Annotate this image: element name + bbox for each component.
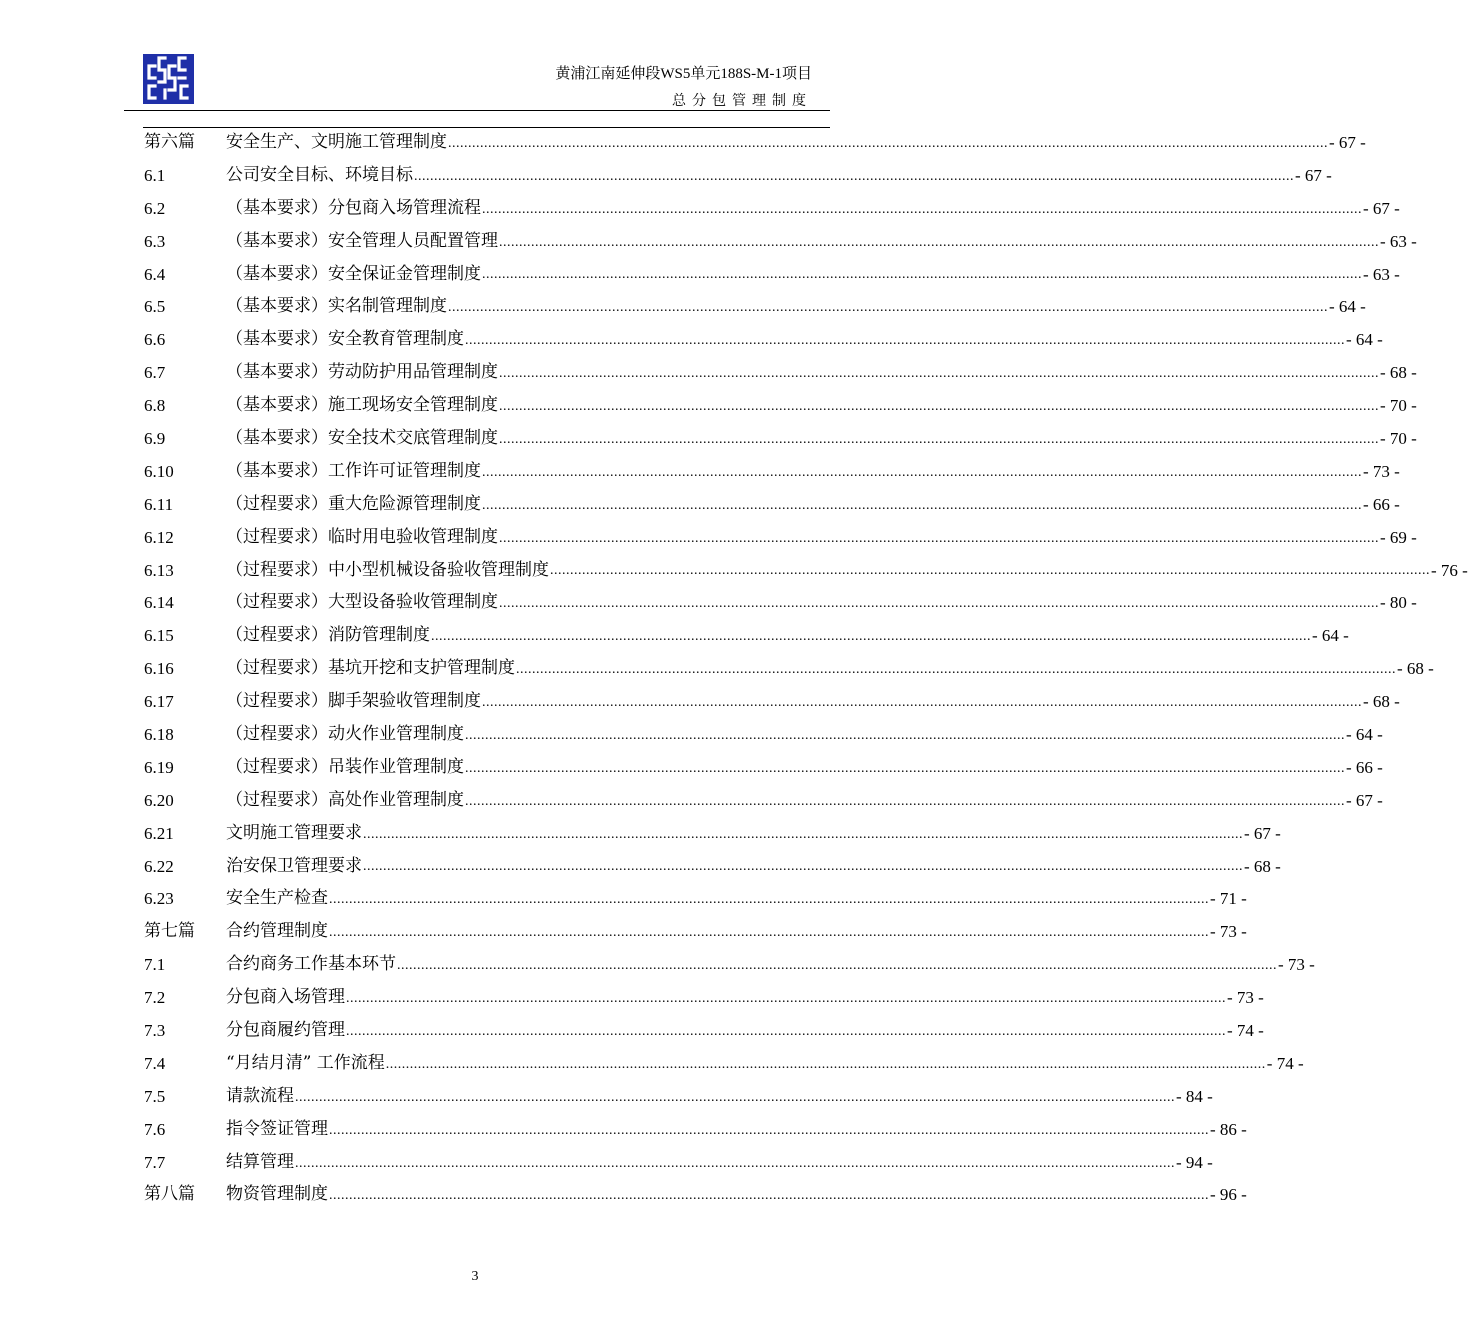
toc-entry-title: 分包商履约管理 (226, 1019, 345, 1040)
toc-dot-leader: ............................................................................................................................................................................................................................ (482, 201, 1362, 217)
toc-entry-page: - 67 - (1295, 165, 1332, 185)
toc-entry-number: 6.11 (144, 494, 174, 514)
toc-entry-number: 7.6 (144, 1119, 166, 1139)
toc-entry-number: 6.23 (144, 889, 174, 909)
toc-entry-number: 6.20 (144, 790, 174, 810)
toc-entry-page: - 66 - (1346, 757, 1383, 777)
toc-entry-page: - 80 - (1380, 593, 1417, 613)
toc-entry[interactable] (144, 126, 1366, 159)
toc-dot-leader: ............................................................................................................................................................................................................................ (499, 431, 1379, 447)
toc-dot-leader: ............................................................................................................................................................................................................................ (499, 234, 1379, 250)
toc-entry-page: - 66 - (1363, 494, 1400, 514)
toc-entry-number: 7.4 (144, 1053, 166, 1073)
toc-entry-number: 6.7 (144, 363, 166, 383)
toc-dot-leader: ............................................................................................................................................................................................................................ (363, 859, 1243, 875)
toc-entry-title: （基本要求）安全管理人员配置管理 (226, 230, 498, 251)
toc-entry-page: - 94 - (1176, 1152, 1213, 1172)
toc-entry-number: 6.13 (144, 560, 174, 580)
toc-entry-title: 合约管理制度 (226, 921, 328, 942)
toc-entry-title: （基本要求）施工现场安全管理制度 (226, 395, 498, 416)
toc-entry[interactable] (144, 751, 1383, 784)
toc-entry-title: 分包商入场管理 (226, 987, 345, 1008)
toc-dot-leader: ............................................................................................................................................................................................................................ (465, 727, 1345, 743)
toc-entry-number: 6.10 (144, 461, 174, 481)
toc-entry-number: 6.19 (144, 757, 174, 777)
toc-dot-leader: ............................................................................................................................................................................................................................ (329, 1188, 1209, 1204)
toc-entry-title: 结算管理 (226, 1151, 294, 1172)
company-logo (143, 54, 194, 104)
toc-entry-title: 治安保卫管理要求 (226, 855, 362, 876)
toc-entry-title: （过程要求）动火作业管理制度 (226, 723, 464, 744)
toc-dot-leader: ............................................................................................................................................................................................................................ (385, 1056, 1266, 1072)
toc-entry-page: - 76 - (1431, 560, 1468, 580)
toc-entry-title: （过程要求）中小型机械设备验收管理制度 (226, 559, 549, 580)
toc-entry-page: - 64 - (1312, 626, 1349, 646)
header-project-title: 黄浦江南延伸段WS5单元188S-M-1项目 (555, 66, 812, 82)
toc-entry-page: - 68 - (1380, 363, 1417, 383)
toc-dot-leader: ............................................................................................................................................................................................................................ (482, 464, 1362, 480)
toc-entry-page: - 73 - (1363, 461, 1400, 481)
toc-entry[interactable] (144, 784, 1383, 817)
toc-entry[interactable] (144, 652, 1434, 685)
toc-entry-page: - 73 - (1210, 922, 1247, 942)
toc-entry[interactable] (144, 1113, 1247, 1146)
toc-entry-page: - 67 - (1244, 823, 1281, 843)
toc-entry-page: - 73 - (1278, 955, 1315, 975)
toc-dot-leader: ............................................................................................................................................................................................................................ (329, 925, 1209, 941)
toc-entry-title: “月结月清” 工作流程 (226, 1052, 385, 1073)
toc-dot-leader: ............................................................................................................................................................................................................................ (295, 1089, 1175, 1105)
toc-entry[interactable] (144, 521, 1417, 554)
toc-entry-title: （过程要求）吊装作业管理制度 (226, 756, 464, 777)
toc-entry-page: - 68 - (1397, 659, 1434, 679)
toc-entry[interactable] (144, 915, 1247, 948)
toc-entry-number: 6.8 (144, 396, 166, 416)
toc-dot-leader: ............................................................................................................................................................................................................................ (414, 168, 1294, 184)
toc-entry-page: - 74 - (1266, 1053, 1304, 1073)
toc-entry-number: 6.1 (144, 165, 166, 185)
toc-entry[interactable] (144, 225, 1417, 258)
toc-entry-title: 请款流程 (226, 1085, 294, 1106)
toc-entry-page: - 86 - (1210, 1119, 1247, 1139)
toc-entry-number: 7.3 (144, 1020, 166, 1040)
toc-entry-title: 物资管理制度 (226, 1184, 328, 1205)
toc-entry-number: 6.21 (144, 823, 174, 843)
toc-dot-leader: ............................................................................................................................................................................................................................ (482, 695, 1362, 711)
toc-entry-page: - 69 - (1380, 527, 1417, 547)
toc-entry-page: - 96 - (1210, 1185, 1247, 1205)
toc-entry-title: （过程要求）大型设备验收管理制度 (226, 592, 498, 613)
toc-entry[interactable] (144, 882, 1247, 915)
toc-entry-page: - 64 - (1329, 297, 1366, 317)
toc-entry-title: 安全生产检查 (226, 888, 328, 909)
toc-entry-title: （基本要求）安全教育管理制度 (226, 329, 464, 350)
toc-entry-title: 公司安全目标、环境目标 (226, 164, 413, 185)
toc-entry-title: 指令签证管理 (226, 1118, 328, 1139)
toc-entry-page: - 84 - (1176, 1086, 1213, 1106)
toc-dot-leader: ............................................................................................................................................................................................................................ (295, 1155, 1175, 1171)
toc-entry[interactable] (144, 850, 1281, 883)
toc-dot-leader: ............................................................................................................................................................................................................................ (346, 991, 1226, 1007)
toc-entry[interactable] (144, 356, 1417, 389)
header-document-title: 总分包管理制度 (672, 93, 812, 109)
toc-entry-number: 6.17 (144, 692, 174, 712)
toc-dot-leader: ............................................................................................................................................................................................................................ (499, 596, 1379, 612)
table-of-contents (144, 126, 1468, 1211)
toc-entry-title: （基本要求）安全技术交底管理制度 (226, 427, 498, 448)
toc-dot-leader: ............................................................................................................................................................................................................................ (465, 793, 1345, 809)
toc-dot-leader: ............................................................................................................................................................................................................................ (499, 366, 1379, 382)
toc-entry-title: 合约商务工作基本环节 (226, 954, 396, 975)
toc-entry-title: （基本要求）分包商入场管理流程 (226, 197, 481, 218)
toc-entry-number: 第七篇 (144, 921, 195, 942)
toc-entry-page: - 67 - (1329, 132, 1366, 152)
toc-dot-leader: ............................................................................................................................................................................................................................ (346, 1023, 1226, 1039)
toc-dot-leader: ............................................................................................................................................................................................................................ (329, 1122, 1209, 1138)
toc-dot-leader: ............................................................................................................................................................................................................................ (397, 958, 1277, 974)
toc-entry-number: 6.3 (144, 231, 166, 251)
toc-entry-number: 6.9 (144, 428, 166, 448)
toc-entry[interactable] (144, 817, 1281, 850)
toc-entry[interactable] (144, 1080, 1213, 1113)
toc-entry-page: - 64 - (1346, 330, 1383, 350)
toc-entry-title: （基本要求）工作许可证管理制度 (226, 460, 481, 481)
toc-dot-leader: ............................................................................................................................................................................................................................ (499, 530, 1379, 546)
toc-entry[interactable] (144, 981, 1264, 1014)
toc-entry-title: （基本要求）实名制管理制度 (226, 296, 447, 317)
toc-entry[interactable] (144, 422, 1417, 455)
toc-entry[interactable] (144, 586, 1417, 619)
toc-entry[interactable] (144, 948, 1315, 981)
toc-entry-number: 6.2 (144, 198, 166, 218)
toc-entry-title: （过程要求）临时用电验收管理制度 (226, 526, 498, 547)
toc-dot-leader: ............................................................................................................................................................................................................................ (516, 662, 1396, 678)
toc-entry-number: 7.5 (144, 1086, 166, 1106)
toc-dot-leader: ............................................................................................................................................................................................................................ (448, 135, 1328, 151)
toc-dot-leader: ............................................................................................................................................................................................................................ (465, 333, 1345, 349)
toc-dot-leader: ............................................................................................................................................................................................................................ (363, 826, 1243, 842)
toc-entry-number: 7.1 (144, 955, 166, 975)
toc-entry-number: 6.4 (144, 264, 166, 284)
toc-entry[interactable] (144, 290, 1366, 323)
toc-entry-page: - 67 - (1346, 790, 1383, 810)
toc-entry[interactable] (144, 554, 1468, 587)
toc-entry-page: - 63 - (1380, 231, 1417, 251)
toc-entry[interactable] (144, 455, 1400, 488)
toc-entry-page: - 71 - (1210, 889, 1247, 909)
toc-entry-number: 6.18 (144, 724, 174, 744)
toc-entry-number: 第八篇 (144, 1184, 195, 1205)
toc-entry-title: 安全生产、文明施工管理制度 (226, 131, 447, 152)
toc-entry[interactable] (144, 389, 1417, 422)
toc-entry[interactable] (144, 1014, 1264, 1047)
toc-entry-number: 6.6 (144, 330, 166, 350)
toc-entry-page: - 74 - (1227, 1020, 1264, 1040)
toc-entry-page: - 67 - (1363, 198, 1400, 218)
toc-entry-number: 7.7 (144, 1152, 166, 1172)
toc-entry-number: 6.5 (144, 297, 166, 317)
toc-entry-number: 6.14 (144, 593, 174, 613)
toc-entry-page: - 70 - (1380, 428, 1417, 448)
toc-entry-title: （过程要求）消防管理制度 (226, 625, 430, 646)
toc-entry[interactable] (144, 323, 1383, 356)
header-rule-thick (124, 110, 830, 111)
toc-dot-leader: ............................................................................................................................................................................................................................ (448, 300, 1328, 316)
toc-entry-number: 第六篇 (144, 131, 195, 152)
toc-entry[interactable] (144, 258, 1400, 291)
toc-entry-number: 6.22 (144, 856, 174, 876)
toc-entry-title: （基本要求）安全保证金管理制度 (226, 263, 481, 284)
toc-entry-title: （过程要求）重大危险源管理制度 (226, 493, 481, 514)
toc-dot-leader: ............................................................................................................................................................................................................................ (329, 892, 1209, 908)
toc-entry[interactable] (144, 488, 1400, 521)
toc-entry-page: - 68 - (1244, 856, 1281, 876)
toc-entry-number: 6.16 (144, 659, 174, 679)
toc-entry-title: （过程要求）高处作业管理制度 (226, 789, 464, 810)
toc-entry[interactable] (144, 1179, 1247, 1212)
toc-entry-title: （过程要求）脚手架验收管理制度 (226, 691, 481, 712)
toc-entry-title: 文明施工管理要求 (226, 822, 362, 843)
toc-entry[interactable] (144, 718, 1383, 751)
toc-entry-page: - 64 - (1346, 724, 1383, 744)
toc-entry[interactable] (144, 685, 1400, 718)
toc-entry[interactable] (144, 159, 1332, 192)
toc-entry-title: （基本要求）劳动防护用品管理制度 (226, 362, 498, 383)
toc-dot-leader: ............................................................................................................................................................................................................................ (550, 563, 1430, 579)
toc-entry-number: 6.15 (144, 626, 174, 646)
toc-entry-page: - 70 - (1380, 396, 1417, 416)
toc-dot-leader: ............................................................................................................................................................................................................................ (499, 399, 1379, 415)
toc-dot-leader: ............................................................................................................................................................................................................................ (482, 267, 1362, 283)
toc-dot-leader: ............................................................................................................................................................................................................................ (465, 760, 1345, 776)
toc-entry[interactable] (144, 619, 1349, 652)
toc-entry[interactable] (144, 1146, 1213, 1179)
page-number: 3 (471, 1269, 479, 1284)
toc-entry[interactable] (144, 1047, 1304, 1080)
toc-entry-title: （过程要求）基坑开挖和支护管理制度 (226, 658, 515, 679)
toc-entry-page: - 68 - (1363, 692, 1400, 712)
toc-dot-leader: ............................................................................................................................................................................................................................ (482, 497, 1362, 513)
toc-entry-page: - 63 - (1363, 264, 1400, 284)
toc-entry[interactable] (144, 192, 1400, 225)
toc-entry-number: 7.2 (144, 988, 166, 1008)
toc-entry-page: - 73 - (1227, 988, 1264, 1008)
toc-entry-number: 6.12 (144, 527, 174, 547)
toc-dot-leader: ............................................................................................................................................................................................................................ (431, 629, 1311, 645)
